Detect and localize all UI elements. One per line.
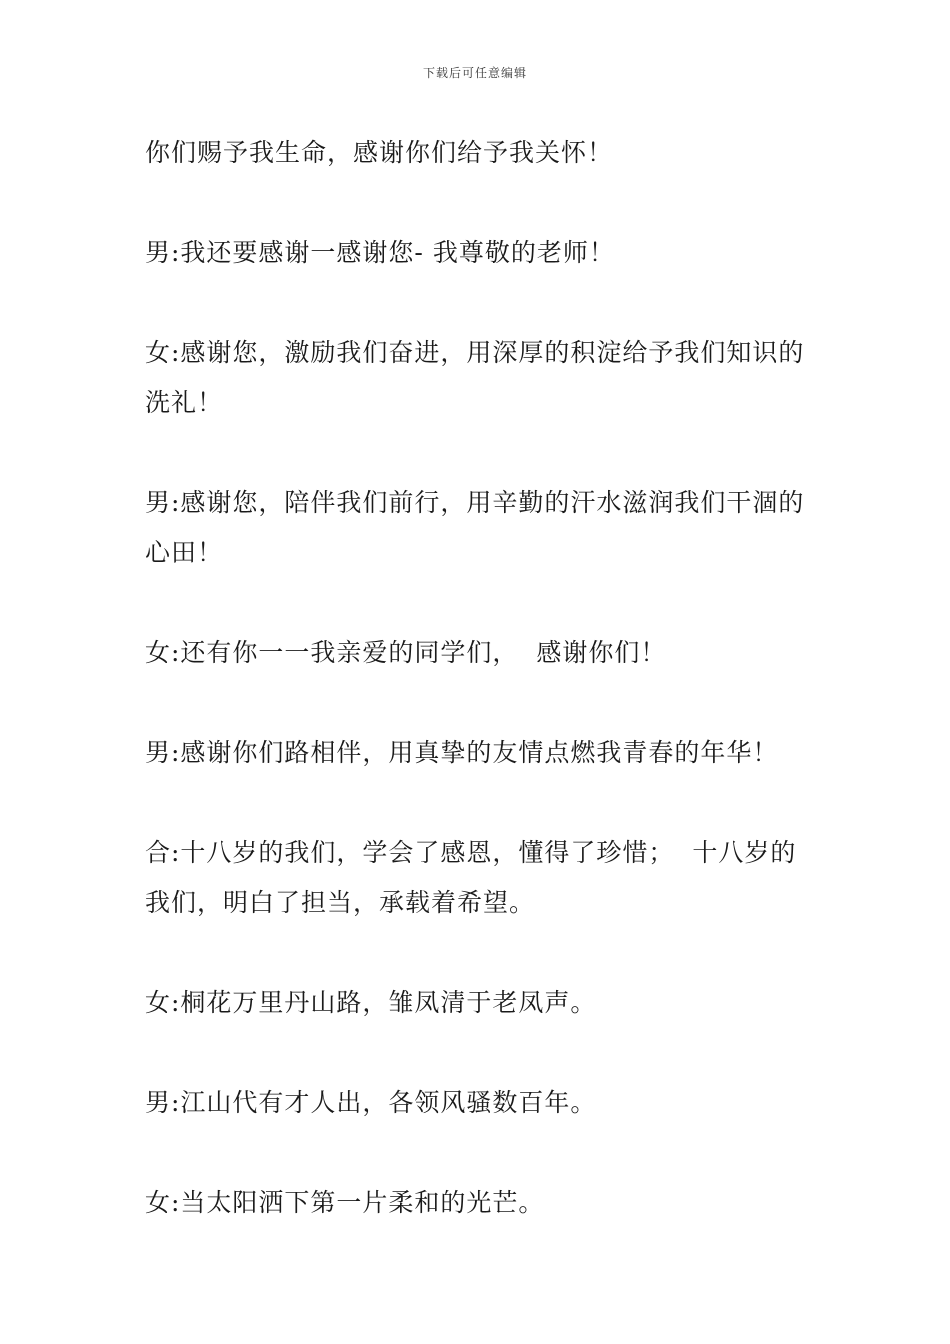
paragraph: 男:感谢您，陪伴我们前行，用辛勤的汗水滋润我们干涸的心田！ (145, 488, 805, 567)
paragraph: 女:感谢您，激励我们奋进，用深厚的积淀给予我们知识的洗礼！ (145, 338, 805, 417)
paragraph: 合:十八岁的我们，学会了感恩，懂得了珍惜； 十八岁的我们，明白了担当，承载着希望。 (145, 838, 797, 917)
paragraph: 男:感谢你们路相伴，用真挚的友情点燃我青春的年华！ (145, 738, 779, 767)
document-body (145, 128, 810, 1278)
paragraph: 女:当太阳洒下第一片柔和的光芒。 (145, 1188, 545, 1217)
paragraph: 男:江山代有才人出，各领风骚数百年。 (145, 1088, 597, 1117)
paragraph: 女:桐花万里丹山路，雏凤清于老凤声。 (145, 988, 597, 1017)
page-header: 下载后可任意编辑 (422, 66, 527, 80)
paragraph: 男:我还要感谢一感谢您- 我尊敬的老师！ (145, 238, 615, 267)
paragraph: 女:还有你一一我亲爱的同学们， 感谢你们！ (145, 638, 667, 667)
paragraph: 你们赐予我生命，感谢你们给予我关怀！ (145, 138, 614, 167)
